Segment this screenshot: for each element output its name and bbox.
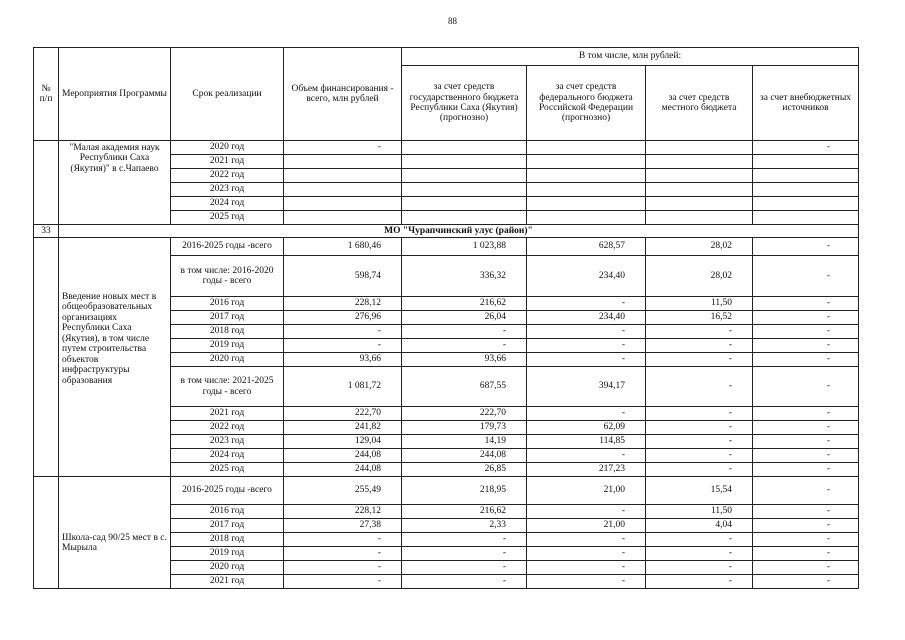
- state-budget-cell: -: [402, 547, 527, 561]
- total-cell: 228,12: [284, 297, 402, 311]
- extra-budget-cell: -: [753, 141, 859, 155]
- extra-budget-cell: -: [753, 519, 859, 533]
- row-number-cell: [34, 477, 59, 589]
- state-budget-cell: -: [402, 325, 527, 339]
- total-cell: -: [284, 325, 402, 339]
- total-cell: 1 081,72: [284, 367, 402, 407]
- extra-budget-cell: -: [753, 505, 859, 519]
- state-budget-cell: -: [402, 533, 527, 547]
- extra-budget-cell: [753, 183, 859, 197]
- total-cell: 241,82: [284, 421, 402, 435]
- federal-budget-cell: 114,85: [527, 435, 646, 449]
- state-budget-cell: 244,08: [402, 449, 527, 463]
- period-cell: в том числе: 2016-2020 годы - всего: [171, 256, 284, 297]
- total-cell: [284, 183, 402, 197]
- local-budget-cell: -: [646, 435, 753, 449]
- state-budget-cell: 216,62: [402, 297, 527, 311]
- row-number-cell: [34, 238, 59, 477]
- activity-name-text: Введение новых мест в общеобразовательных организациях Республики Саха (Якутия), в том числе путем строительства объектов инфраструктуры образования: [62, 292, 157, 386]
- state-budget-cell: 26,04: [402, 311, 527, 325]
- local-budget-cell: -: [646, 463, 753, 477]
- period-cell: 2018 год: [171, 533, 284, 547]
- activity-name: [59, 477, 171, 589]
- federal-budget-cell: [527, 197, 646, 211]
- total-cell: -: [284, 561, 402, 575]
- total-cell: 244,08: [284, 449, 402, 463]
- extra-budget-cell: [753, 211, 859, 225]
- state-budget-cell: 179,73: [402, 421, 527, 435]
- federal-budget-cell: [527, 211, 646, 225]
- total-cell: 27,38: [284, 519, 402, 533]
- extra-budget-cell: -: [753, 561, 859, 575]
- period-cell: 2019 год: [171, 547, 284, 561]
- state-budget-cell: 336,32: [402, 256, 527, 297]
- federal-budget-cell: -: [527, 339, 646, 353]
- period-cell: 2021 год: [171, 575, 284, 589]
- section-number: 33: [34, 225, 59, 238]
- local-budget-cell: -: [646, 353, 753, 367]
- extra-budget-cell: -: [753, 407, 859, 421]
- local-budget-cell: -: [646, 367, 753, 407]
- header-extra-budget: за счет внебюджетных источников: [753, 66, 859, 141]
- period-cell: 2016-2025 годы -всего: [171, 238, 284, 256]
- state-budget-cell: [402, 169, 527, 183]
- extra-budget-cell: -: [753, 238, 859, 256]
- header-total: Объем финансирования - всего, млн рублей: [284, 48, 402, 141]
- activity-name-text: Школа-сад 90/25 мест в с. Мырыла: [62, 533, 167, 554]
- federal-budget-cell: 394,17: [527, 367, 646, 407]
- period-cell: 2020 год: [171, 353, 284, 367]
- total-cell: [284, 155, 402, 169]
- federal-budget-cell: 21,00: [527, 519, 646, 533]
- period-cell: 2025 год: [171, 463, 284, 477]
- table-row: [34, 141, 859, 155]
- local-budget-cell: 15,54: [646, 477, 753, 505]
- extra-budget-cell: -: [753, 463, 859, 477]
- extra-budget-cell: -: [753, 339, 859, 353]
- state-budget-cell: 2,33: [402, 519, 527, 533]
- period-cell: 2023 год: [171, 183, 284, 197]
- state-budget-cell: -: [402, 575, 527, 589]
- period-cell: 2018 год: [171, 325, 284, 339]
- federal-budget-cell: -: [527, 325, 646, 339]
- state-budget-cell: 218,95: [402, 477, 527, 505]
- federal-budget-cell: [527, 155, 646, 169]
- state-budget-cell: [402, 155, 527, 169]
- extra-budget-cell: -: [753, 353, 859, 367]
- row-number-cell: [34, 141, 59, 225]
- federal-budget-cell: -: [527, 533, 646, 547]
- extra-budget-cell: -: [753, 421, 859, 435]
- local-budget-cell: [646, 169, 753, 183]
- local-budget-cell: -: [646, 339, 753, 353]
- header-state-budget: за счет средств государственного бюджета Республики Саха (Якутия) (прогнозно): [402, 66, 527, 141]
- local-budget-cell: -: [646, 449, 753, 463]
- local-budget-cell: -: [646, 561, 753, 575]
- federal-budget-cell: 234,40: [527, 256, 646, 297]
- period-cell: в том числе: 2021-2025 годы - всего: [171, 367, 284, 407]
- total-cell: [284, 197, 402, 211]
- extra-budget-cell: -: [753, 325, 859, 339]
- total-cell: 222,70: [284, 407, 402, 421]
- total-cell: -: [284, 575, 402, 589]
- extra-budget-cell: [753, 169, 859, 183]
- activity-name: [59, 238, 171, 477]
- header-local-budget: за счет средств местного бюджета: [646, 66, 753, 141]
- local-budget-cell: -: [646, 575, 753, 589]
- period-cell: 2016 год: [171, 297, 284, 311]
- total-cell: 93,66: [284, 353, 402, 367]
- extra-budget-cell: [753, 197, 859, 211]
- state-budget-cell: [402, 211, 527, 225]
- state-budget-cell: 216,62: [402, 505, 527, 519]
- extra-budget-cell: -: [753, 449, 859, 463]
- period-cell: 2022 год: [171, 169, 284, 183]
- extra-budget-cell: -: [753, 367, 859, 407]
- extra-budget-cell: -: [753, 256, 859, 297]
- extra-budget-cell: -: [753, 311, 859, 325]
- federal-budget-cell: -: [527, 505, 646, 519]
- state-budget-cell: [402, 183, 527, 197]
- period-cell: 2021 год: [171, 155, 284, 169]
- state-budget-cell: [402, 141, 527, 155]
- total-cell: -: [284, 339, 402, 353]
- section-title: МО "Чурапчинский улус (район)": [59, 225, 859, 238]
- total-cell: 129,04: [284, 435, 402, 449]
- total-cell: [284, 211, 402, 225]
- period-cell: 2022 год: [171, 421, 284, 435]
- header-federal-budget: за счет средств федерального бюджета Российской Федерации (прогнозно): [527, 66, 646, 141]
- local-budget-cell: 11,50: [646, 297, 753, 311]
- federal-budget-cell: 628,57: [527, 238, 646, 256]
- period-cell: 2021 год: [171, 407, 284, 421]
- period-cell: 2017 год: [171, 519, 284, 533]
- period-cell: 2019 год: [171, 339, 284, 353]
- total-cell: -: [284, 547, 402, 561]
- federal-budget-cell: -: [527, 449, 646, 463]
- table-row: [34, 477, 859, 505]
- local-budget-cell: [646, 197, 753, 211]
- header-including: В том числе, млн рублей:: [402, 48, 859, 66]
- local-budget-cell: 28,02: [646, 238, 753, 256]
- financing-table: [33, 47, 859, 589]
- federal-budget-cell: -: [527, 407, 646, 421]
- period-cell: 2017 год: [171, 311, 284, 325]
- federal-budget-cell: [527, 169, 646, 183]
- federal-budget-cell: 234,40: [527, 311, 646, 325]
- period-cell: 2024 год: [171, 449, 284, 463]
- extra-budget-cell: -: [753, 547, 859, 561]
- state-budget-cell: -: [402, 339, 527, 353]
- local-budget-cell: [646, 183, 753, 197]
- local-budget-cell: [646, 141, 753, 155]
- total-cell: 244,08: [284, 463, 402, 477]
- federal-budget-cell: [527, 141, 646, 155]
- page-number: 88: [448, 16, 457, 26]
- period-cell: 2020 год: [171, 141, 284, 155]
- period-cell: 2016 год: [171, 505, 284, 519]
- extra-budget-cell: -: [753, 533, 859, 547]
- federal-budget-cell: -: [527, 353, 646, 367]
- state-budget-cell: 1 023,88: [402, 238, 527, 256]
- local-budget-cell: -: [646, 325, 753, 339]
- federal-budget-cell: [527, 183, 646, 197]
- total-cell: 228,12: [284, 505, 402, 519]
- total-cell: 1 680,46: [284, 238, 402, 256]
- table-row: [34, 238, 859, 256]
- extra-budget-cell: -: [753, 297, 859, 311]
- federal-budget-cell: 217,23: [527, 463, 646, 477]
- state-budget-cell: 222,70: [402, 407, 527, 421]
- local-budget-cell: 4,04: [646, 519, 753, 533]
- local-budget-cell: 11,50: [646, 505, 753, 519]
- federal-budget-cell: -: [527, 561, 646, 575]
- extra-budget-cell: -: [753, 477, 859, 505]
- local-budget-cell: 16,52: [646, 311, 753, 325]
- header-num: № п/п: [34, 48, 59, 141]
- federal-budget-cell: -: [527, 575, 646, 589]
- federal-budget-cell: 21,00: [527, 477, 646, 505]
- local-budget-cell: -: [646, 421, 753, 435]
- header-activities: Мероприятия Программы: [59, 48, 171, 141]
- local-budget-cell: [646, 211, 753, 225]
- total-cell: -: [284, 533, 402, 547]
- state-budget-cell: 93,66: [402, 353, 527, 367]
- activity-name: [59, 141, 171, 225]
- local-budget-cell: [646, 155, 753, 169]
- state-budget-cell: 687,55: [402, 367, 527, 407]
- period-cell: 2025 год: [171, 211, 284, 225]
- total-cell: 255,49: [284, 477, 402, 505]
- total-cell: -: [284, 141, 402, 155]
- total-cell: 598,74: [284, 256, 402, 297]
- period-cell: 2016-2025 годы -всего: [171, 477, 284, 505]
- extra-budget-cell: [753, 155, 859, 169]
- total-cell: [284, 169, 402, 183]
- extra-budget-cell: -: [753, 575, 859, 589]
- local-budget-cell: -: [646, 533, 753, 547]
- extra-budget-cell: -: [753, 435, 859, 449]
- local-budget-cell: -: [646, 407, 753, 421]
- local-budget-cell: -: [646, 547, 753, 561]
- state-budget-cell: -: [402, 561, 527, 575]
- federal-budget-cell: 62,09: [527, 421, 646, 435]
- state-budget-cell: 14,19: [402, 435, 527, 449]
- total-cell: 276,96: [284, 311, 402, 325]
- period-cell: 2023 год: [171, 435, 284, 449]
- period-cell: 2024 год: [171, 197, 284, 211]
- activity-name-text: "Малая академия наук Республики Саха (Якутия)" в с.Чапаево: [69, 143, 160, 174]
- federal-budget-cell: -: [527, 297, 646, 311]
- state-budget-cell: 26,85: [402, 463, 527, 477]
- state-budget-cell: [402, 197, 527, 211]
- header-period: Срок реализации: [171, 48, 284, 141]
- local-budget-cell: 28,02: [646, 256, 753, 297]
- federal-budget-cell: -: [527, 547, 646, 561]
- period-cell: 2020 год: [171, 561, 284, 575]
